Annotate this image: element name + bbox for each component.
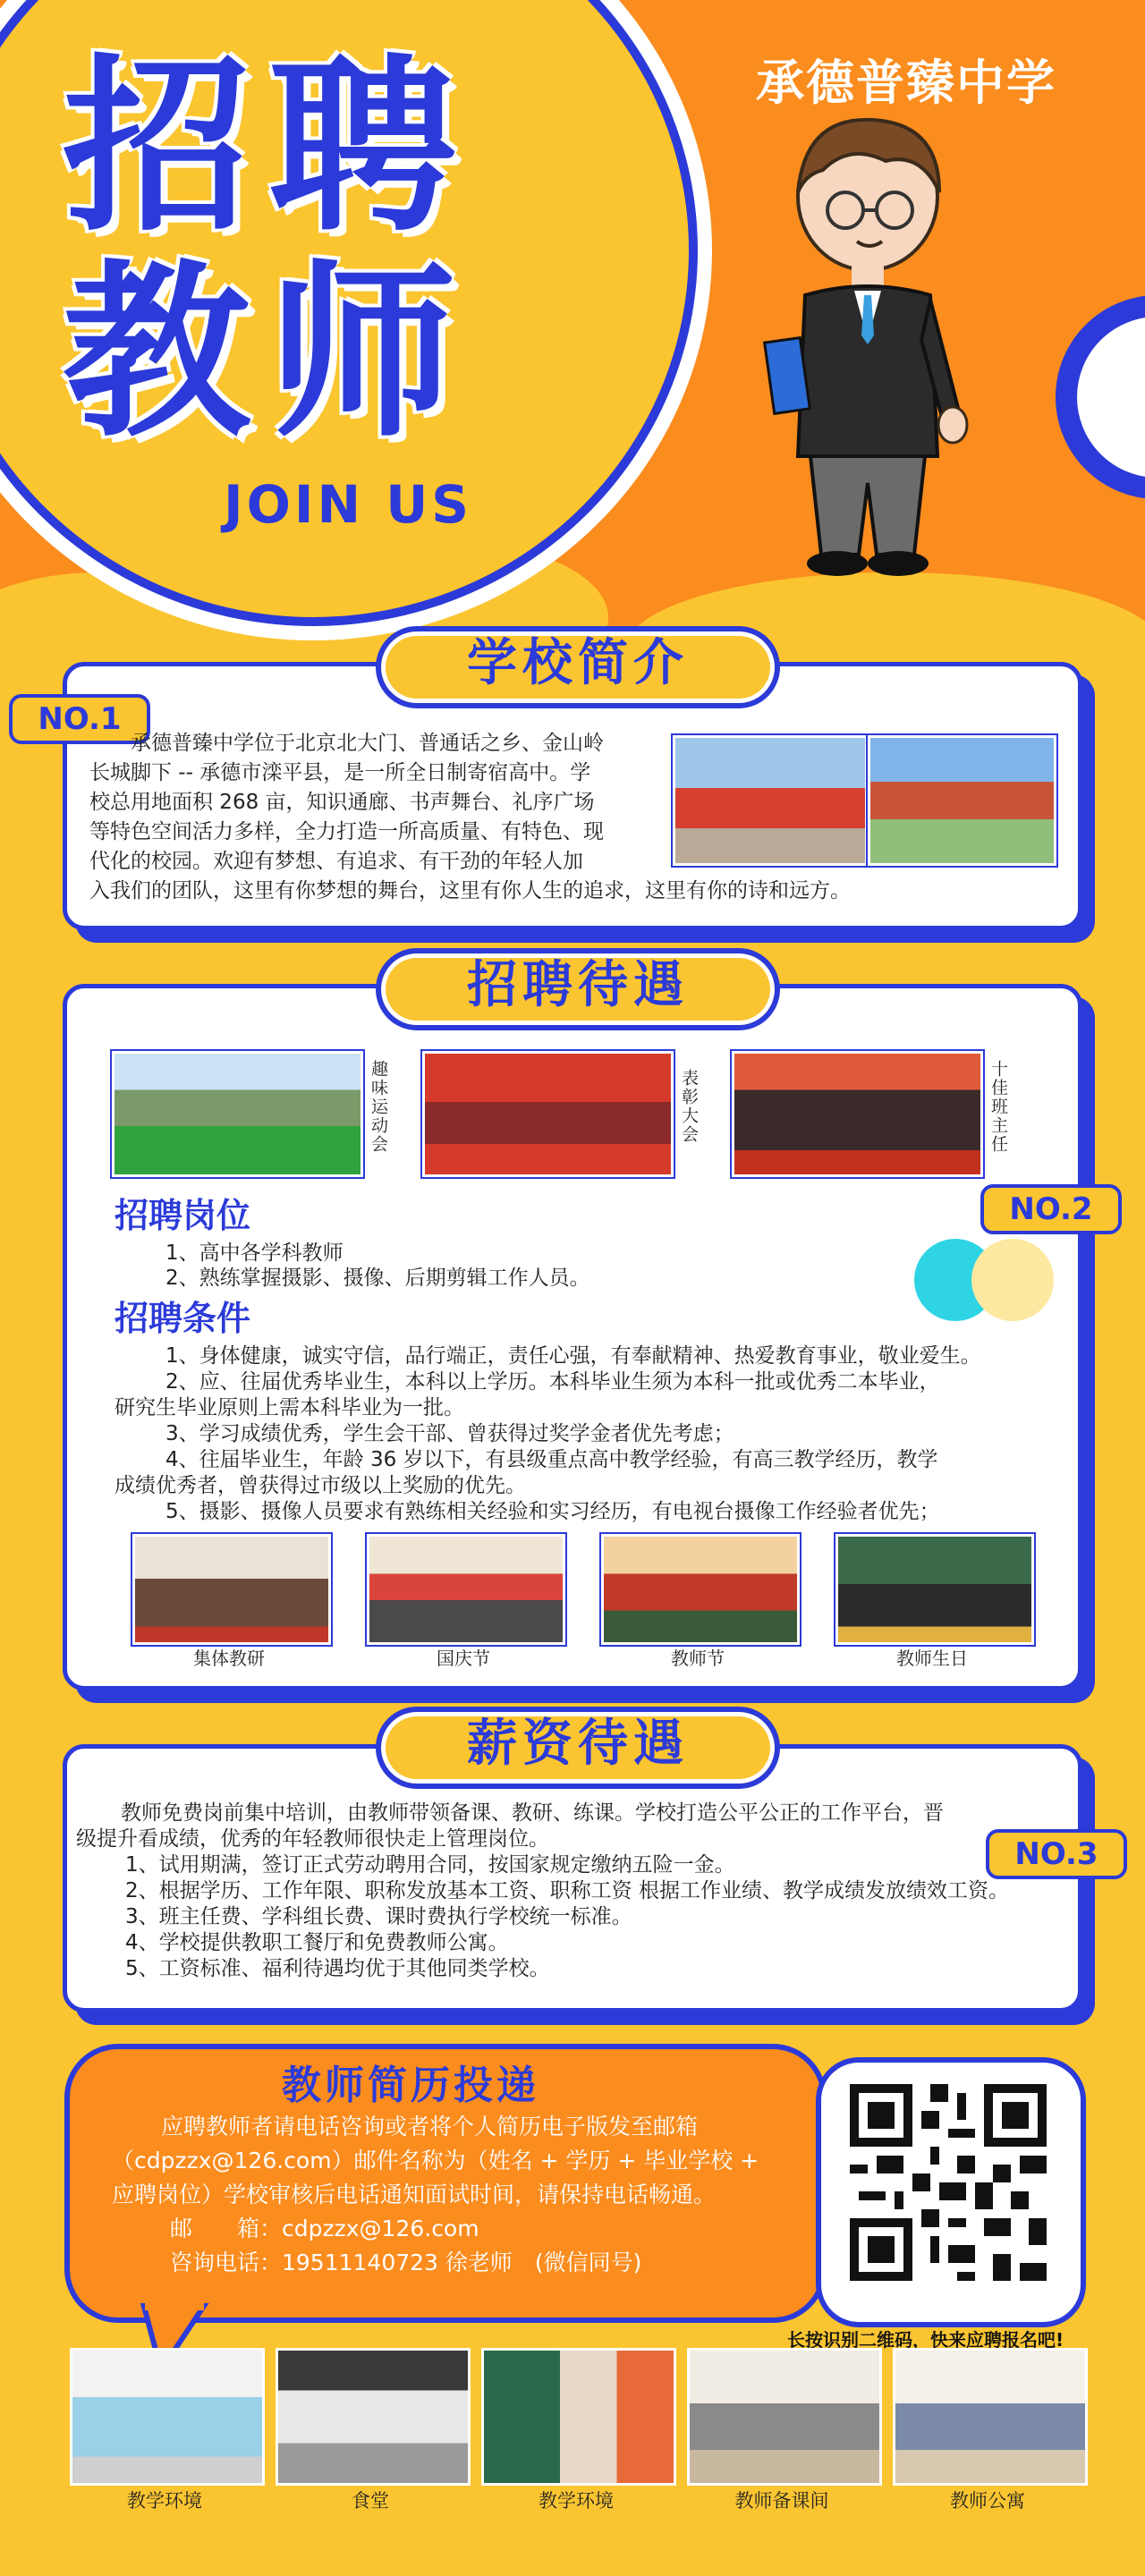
qr-hint-text: 长按识别二维码，快来应聘报名吧!: [787, 2329, 1064, 2351]
condition-item: 2、应、往届优秀毕业生，本科以上学历。本科毕业生须为本科一批或优秀二本毕业，: [165, 1370, 940, 1394]
school-name: 承德普臻中学: [756, 55, 1056, 111]
section-number-tag: NO.2: [980, 1184, 1122, 1234]
email-contact[interactable]: 邮 箱：cdpzzx@126.com: [170, 2216, 479, 2241]
school-gate-photo: [673, 735, 868, 866]
section-title-pill: 薪资待遇: [376, 1707, 780, 1789]
teacher-apartment-photo: [893, 2348, 1088, 2486]
condition-item: 4、往届毕业生，年龄 36 岁以下，有县级重点高中教学经验，有高三教学经历，教学: [165, 1448, 938, 1471]
resume-text-line: 应聘岗位）学校审核后电话通知面试时间，请保持电话畅通。: [112, 2182, 717, 2207]
condition-item: 1、身体健康，诚实守信，品行端正，责任心强，有奉献精神、热爱教育事业，敬业爱生。: [165, 1344, 981, 1368]
classroom-teaching-photo: [481, 2348, 676, 2486]
group-research-photo: [132, 1534, 331, 1645]
hero-title-char: 聘: [268, 38, 457, 257]
gallery-caption: 教学环境: [539, 2490, 614, 2512]
national-day-photo: [367, 1534, 565, 1645]
join-us-text: JOIN US: [224, 474, 473, 535]
resume-title: 教师简历投递: [282, 2063, 539, 2108]
salary-item: 5、工资标准、福利待遇均优于其他同类学校。: [125, 1957, 550, 1980]
section-number-tag: NO.3: [986, 1829, 1127, 1879]
hero-title-char: 师: [268, 243, 457, 462]
position-item: 1、高中各学科教师: [165, 1241, 344, 1265]
hero-title-char: 教: [63, 243, 251, 462]
campus-photo: [868, 735, 1056, 866]
photo-caption: 集体教研: [193, 1648, 265, 1669]
photo-caption: 教师生日: [896, 1648, 968, 1669]
cartoon-teacher-illustration: [751, 107, 984, 590]
intro-line: 校总用地面积 268 亩，知识通廊、书声舞台、礼序广场: [89, 791, 595, 814]
condition-item: 5、摄影、摄像人员要求有熟练相关经验和实习经历，有电视台摄像工作经验者优先；: [165, 1500, 940, 1523]
cafeteria-photo: [276, 2348, 471, 2486]
resume-text-line: 应聘教师者请电话咨询或者将个人简历电子版发至邮箱: [161, 2114, 699, 2140]
salary-text-line: 教师免费岗前集中培训，由教师带领备课、教研、练课。学校打造公平公正的工作平台，晋: [121, 1801, 944, 1825]
photo-caption: 国庆节: [437, 1648, 490, 1669]
lesson-prep-room-photo: [687, 2348, 882, 2486]
salary-text-line: 级提升看成绩，优秀的年轻教师很快走上管理岗位。: [76, 1827, 549, 1851]
salary-item: 2、根据学历、工作年限、职称发放基本工资、职称工资 根据工作业绩、教学成绩发放绩效工资。: [125, 1879, 1009, 1902]
gallery-caption: 教学环境: [127, 2490, 202, 2512]
intro-line: 长城脚下 -- 承德市滦平县，是一所全日制寄宿高中。学: [89, 761, 591, 784]
section-number-tag: NO.1: [9, 694, 150, 744]
resume-text-line: （cdpzzx@126.com）邮件名称为（姓名 + 学历 + 毕业学校 +: [112, 2148, 759, 2174]
intro-line: 代化的校园。欢迎有梦想、有追求、有干劲的年轻人加: [89, 850, 583, 873]
conditions-title: 招聘条件: [114, 1299, 251, 1338]
gallery-caption: 教师备课间: [734, 2490, 829, 2512]
intro-line: 入我们的团队，这里有你梦想的舞台，这里有你人生的追求，这里有你的诗和远方。: [89, 879, 851, 902]
section-title-pill: 招聘待遇: [376, 948, 780, 1030]
photo-caption: 表彰大会: [679, 1069, 699, 1144]
salary-item: 1、试用期满，签订正式劳动聘用合同，按国家规定缴纳五险一金。: [125, 1853, 735, 1877]
gallery-caption: 教师公寓: [950, 2490, 1025, 2512]
intro-line: 承德普臻中学位于北京北大门、普通话之乡、金山岭: [131, 732, 604, 755]
salary-item: 3、班主任费、学科组长费、课时费执行学校统一标准。: [125, 1905, 632, 1928]
teaching-environment-photo: [70, 2348, 265, 2486]
salary-item: 4、学校提供教职工餐厅和免费教师公寓。: [125, 1931, 509, 1954]
phone-contact[interactable]: 咨询电话：19511140723 徐老师 (微信同号): [170, 2250, 642, 2275]
intro-line: 等特色空间活力多样，全力打造一所高质量、有特色、现: [89, 820, 604, 843]
section-title-pill: 学校简介: [376, 626, 780, 708]
condition-item: 研究生毕业原则上需本科毕业为一批。: [114, 1396, 464, 1419]
teacher-birthday-photo: [835, 1534, 1034, 1645]
gallery-caption: 食堂: [352, 2490, 389, 2512]
qr-code-icon[interactable]: [841, 2075, 1056, 2290]
positions-title: 招聘岗位: [114, 1196, 251, 1235]
condition-item: 成绩优秀者，曾获得过市级以上奖励的优先。: [114, 1474, 526, 1497]
award-ceremony-photo: [422, 1051, 674, 1177]
photo-caption: 教师节: [671, 1648, 725, 1669]
position-item: 2、熟练掌握摄影、摄像、后期剪辑工作人员。: [165, 1267, 590, 1290]
decorative-circle: [971, 1239, 1054, 1321]
sports-meet-photo: [112, 1051, 363, 1177]
photo-caption: 十佳班主任: [988, 1060, 1008, 1154]
teachers-day-photo: [601, 1534, 800, 1645]
condition-item: 3、学习成绩优秀，学生会干部、曾获得过奖学金者优先考虑；: [165, 1422, 734, 1445]
hero-title-char: 招: [63, 38, 251, 257]
school-intro-text: [89, 729, 851, 906]
top-homeroom-teachers-photo: [732, 1051, 983, 1177]
photo-caption: 趣味运动会: [369, 1060, 388, 1154]
